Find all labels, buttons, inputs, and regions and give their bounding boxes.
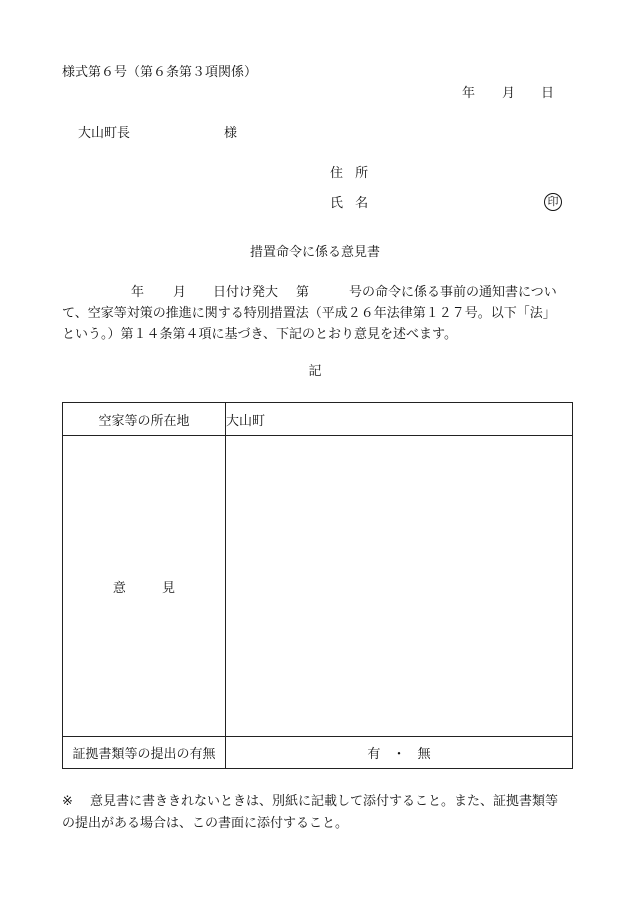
note-line-2: の提出がある場合は、この書面に添付すること。 [62,816,349,831]
table-row [63,436,573,737]
opinion-table [62,402,573,769]
seal-mark: 印 [544,193,562,211]
form-number: 様式第６号（第６条第３項関係） [62,65,258,80]
date-month-label: 月 [502,86,516,101]
date-day-label: 日 [541,86,555,101]
body-date-issuer: 日付け発大 [213,285,279,300]
location-label: 空家等の所在地 [63,403,226,436]
body-month-label: 月 [173,285,187,300]
opinion-label: 意 見 [63,436,226,737]
document-title: 措置命令に係る意見書 [249,245,380,260]
address-label: 住 所 [330,166,373,181]
note-mark: ※ [62,794,73,809]
evidence-value[interactable]: 有 ・ 無 [226,737,573,769]
table-row [63,737,573,769]
addressee-honorific: 様 [224,126,238,141]
name-label: 氏 名 [330,196,373,211]
ki-heading: 記 [308,364,322,379]
body-line1-rest: 号の命令に係る事前の通知書につい [349,285,557,300]
addressee-name: 大山町長 [78,126,131,141]
evidence-label: 証拠書類等の提出の有無 [63,737,226,769]
note-line-1: 意見書に書ききれないときは、別紙に記載して添付すること。また、証拠書類等 [90,794,559,809]
body-line-3: という。）第１４条第４項に基づき、下記のとおり意見を述べます。 [62,327,457,342]
table-row [63,403,573,436]
body-number-prefix: 第 [296,285,310,300]
opinion-value[interactable] [226,436,573,737]
body-year-label: 年 [131,285,145,300]
body-line-2: て、空家等対策の推進に関する特別措置法（平成２６年法律第１２７号。以下「法」 [62,306,556,321]
date-year-label: 年 [462,86,476,101]
location-value[interactable]: 大山町 [226,403,573,436]
